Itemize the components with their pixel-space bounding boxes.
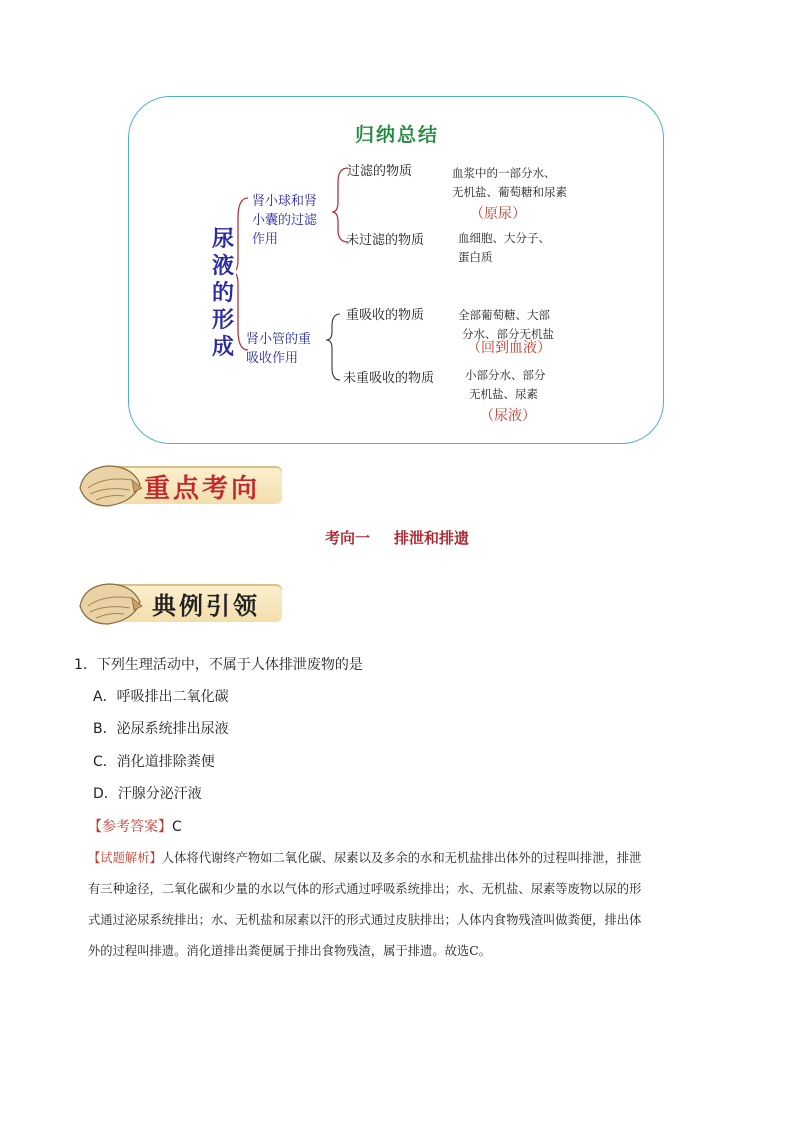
filtered-desc — [452, 164, 567, 202]
summary-title: 归纳总结 — [354, 124, 439, 146]
not-filtered-desc — [458, 229, 550, 267]
filtered-desc-line: 无机盐、葡萄糖和尿素 — [452, 185, 567, 199]
answer-value: C — [172, 819, 182, 835]
banner-key-directions — [74, 462, 286, 508]
banner-examples-label: 典例引领 — [152, 591, 260, 620]
main-bracket — [236, 198, 248, 350]
branch1-label — [252, 192, 317, 249]
branch1-bracket — [332, 168, 348, 242]
banner-examples — [74, 580, 286, 626]
branch1-label-line: 肾小球和肾 — [252, 194, 318, 209]
filtered-result: （原尿） — [470, 206, 526, 222]
not-reabsorbed-label: 未重吸收的物质 — [343, 371, 435, 386]
branch2-label-line: 吸收作用 — [246, 351, 299, 366]
filtered-label: 过滤的物质 — [347, 164, 413, 179]
branch2-label-line: 肾小管的重 — [246, 332, 312, 347]
not-filtered-desc-line: 蛋白质 — [458, 250, 493, 264]
topic-title: 排泄和排遗 — [394, 529, 470, 547]
branch2-bracket — [326, 314, 340, 380]
branch2-label — [246, 330, 311, 368]
explanation-line — [88, 845, 720, 871]
main-label-char: 尿 — [212, 226, 235, 252]
option-a: A．呼吸排出二氧化碳 — [93, 689, 229, 705]
explanation-text: 人体将代谢终产物如二氧化碳、尿素以及多余的水和无机盐排出体外的过程叫排泄，排泄 — [161, 851, 642, 865]
shell-icon — [74, 458, 144, 512]
not-reabsorbed-desc — [465, 366, 546, 404]
not-reabsorbed-result: （尿液） — [480, 408, 536, 424]
option-b: B．泌尿系统排出尿液 — [93, 721, 229, 737]
shell-icon — [74, 576, 144, 630]
option-d: D．汗腺分泌汗液 — [93, 786, 202, 802]
reference-answer — [88, 816, 182, 836]
explanation-line: 外的过程叫排遗。消化道排出粪便属于排出食物残渣，属于排遗。故选C。 — [88, 944, 491, 958]
explanation-line: 有三种途径，二氧化碳和少量的水以气体的形式通过呼吸系统排出；水、无机盐、尿素等废物以尿的形 — [88, 882, 642, 896]
option-c: C．消化道排除粪便 — [93, 754, 215, 770]
topic-heading — [0, 527, 794, 548]
answer-tag: 【参考答案】 — [88, 819, 172, 835]
reabsorbed-desc-line: 全部葡萄糖、大部 — [458, 308, 550, 322]
not-reabsorbed-desc-line: 小部分水、部分 — [465, 368, 546, 382]
explanation-line: 式通过泌尿系统排出；水、无机盐和尿素以汗的形式通过皮肤排出；人体内食物残渣叫做粪便，排出体 — [88, 913, 642, 927]
banner-key-label: 重点考向 — [144, 474, 261, 504]
branch1-label-line: 作用 — [252, 232, 279, 247]
topic-number: 考向一 — [324, 529, 370, 547]
reabsorbed-desc-line: 分水、部分无机盐 — [462, 327, 554, 341]
reabsorbed-label: 重吸收的物质 — [346, 308, 425, 323]
not-reabsorbed-desc-line: 无机盐、尿素 — [469, 387, 538, 401]
not-filtered-desc-line: 血细胞、大分子、 — [458, 231, 550, 245]
question-stem: 1．下列生理活动中，不属于人体排泄废物的是 — [74, 657, 363, 673]
main-label-char: 形 — [212, 307, 235, 333]
filtered-desc-line: 血浆中的一部分水、 — [452, 166, 556, 180]
explanation-tag: 【试题解析】 — [88, 851, 162, 865]
summary-box — [128, 96, 664, 444]
branch1-label-line: 小囊的过滤 — [252, 213, 318, 228]
not-filtered-label: 未过滤的物质 — [346, 233, 425, 248]
main-label-char: 的 — [212, 280, 235, 306]
main-label-char: 成 — [212, 334, 235, 360]
main-label-char: 液 — [212, 253, 235, 279]
reabsorbed-result: （回到血液） — [467, 340, 551, 356]
